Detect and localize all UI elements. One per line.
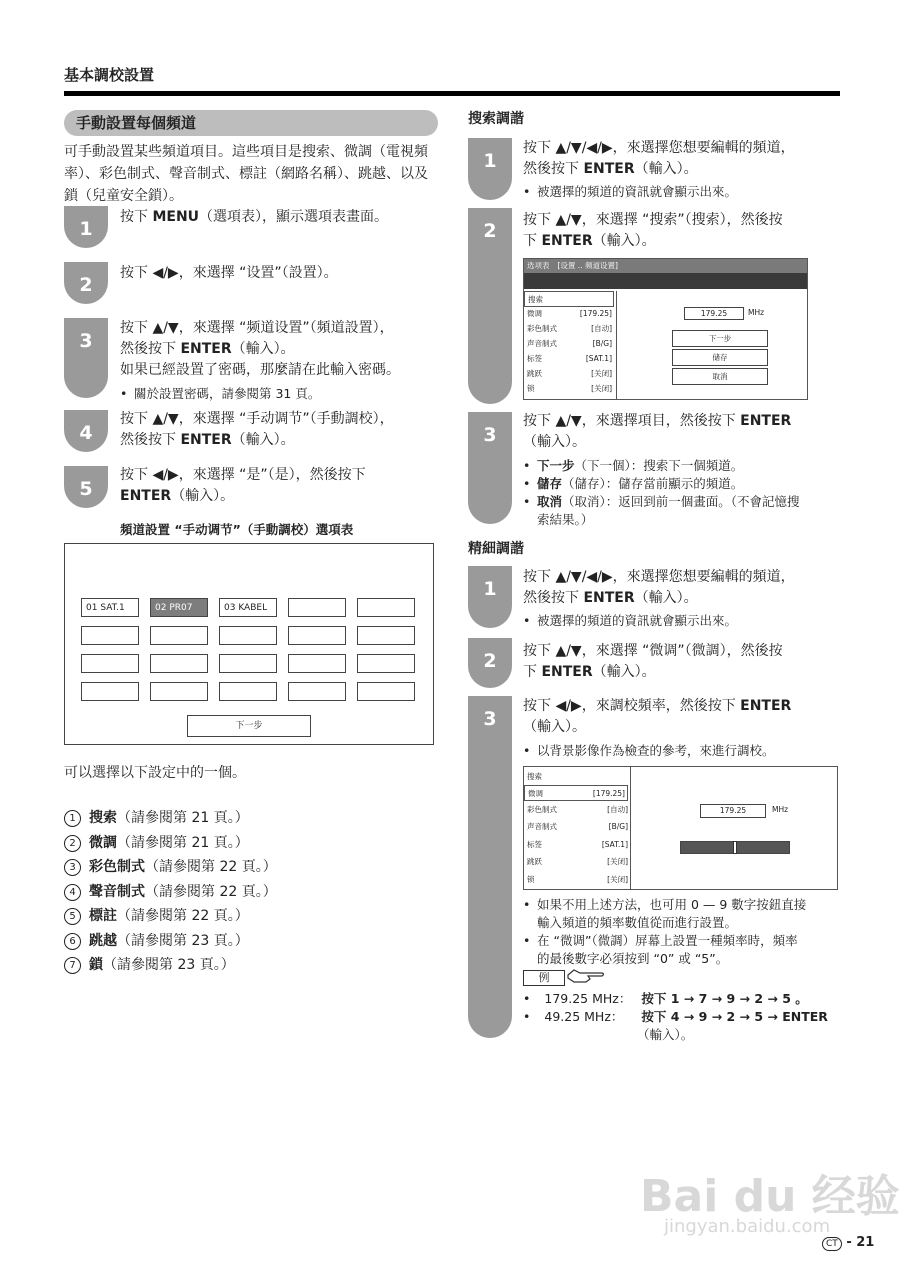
- channel-cell[interactable]: [219, 654, 277, 673]
- grid-caption: 頻道設置 “手动调节”（手動調校）選項表: [120, 522, 354, 537]
- channel-cell[interactable]: [357, 654, 415, 673]
- step-number: 2: [64, 262, 108, 304]
- step-number: 4: [64, 410, 108, 452]
- menu-item[interactable]: 声音制式 [B/G]: [527, 339, 612, 348]
- frequency-unit: MHz: [748, 308, 765, 317]
- watermark-url: jingyan.baidu.com: [664, 1216, 831, 1237]
- list-item: 2 微調（請參閱第 21 頁。）: [64, 831, 277, 856]
- frequency-field[interactable]: 179.25: [700, 804, 766, 818]
- channel-cell[interactable]: [81, 626, 139, 645]
- menu-item[interactable]: 锁 [关闭]: [527, 384, 612, 393]
- channel-cell[interactable]: 01 SAT.1: [81, 598, 139, 617]
- tuning-slider[interactable]: [680, 841, 790, 854]
- header-rule: [64, 91, 840, 96]
- menu-band: [524, 273, 807, 289]
- frequency-unit: MHz: [772, 805, 789, 814]
- example-list: • 179.25 MHz： 按下 1 → 7 → 9 → 2 → 5 。 • 49.25 MHz： 按下 4 → 9 → 2 → 5 → ENTER （輸入）。: [523, 990, 843, 1044]
- channel-cell[interactable]: [81, 654, 139, 673]
- list-item: 4 聲音制式（請參閱第 22 頁。）: [64, 880, 277, 905]
- search-menu-panel: [523, 258, 808, 400]
- channel-cell[interactable]: [81, 682, 139, 701]
- options-list: [64, 806, 277, 978]
- menu-item[interactable]: 声音制式 [B/G]: [527, 822, 628, 831]
- channel-cell[interactable]: [219, 626, 277, 645]
- channel-cell[interactable]: [288, 626, 346, 645]
- menu-item[interactable]: 标签 [SAT.1]: [527, 354, 612, 363]
- cancel-button[interactable]: 取消: [672, 368, 768, 385]
- channel-cell[interactable]: [357, 598, 415, 617]
- step-text: 按下 ◀/▶，來選擇 “设置”（設置）。: [120, 265, 338, 281]
- frequency-field[interactable]: 179.25: [684, 307, 744, 320]
- menu-list: [524, 767, 631, 889]
- step-number: 2: [468, 208, 512, 404]
- list-item: 6 跳越（請參閱第 23 頁。）: [64, 929, 277, 954]
- step-text: 按下 ▲/▼，來選擇 “频道设置”（頻道設置）， 然後按下 ENTER（輸入）。 如果已經設置了密碼，那麼請在此輸入密碼。 • 關於設置密碼，請參閱第 31 頁。: [120, 318, 442, 403]
- step-number: 2: [468, 638, 512, 688]
- example-row: • 179.25 MHz： 按下 1 → 7 → 9 → 2 → 5 。: [523, 991, 808, 1006]
- step-text: 按下 MENU（選項表），顯示選項表畫面。: [120, 209, 389, 225]
- menu-item-search[interactable]: 搜索: [524, 291, 614, 307]
- step-text: 按下 ▲/▼，來選擇 “搜索”（搜索），然後按 下 ENTER（輸入）。: [523, 212, 783, 249]
- slider-thumb[interactable]: [733, 841, 737, 854]
- save-button[interactable]: 储存: [672, 349, 768, 366]
- step-text: 按下 ▲/▼，來選擇 “微调”（微調），然後按 下 ENTER（輸入）。: [523, 643, 783, 680]
- section-title: 手動設置每個頻道: [64, 110, 438, 136]
- step-text: 按下 ▲/▼/◀/▶，來選擇您想要編輯的頻道， 然後按下 ENTER（輸入）。 • 被選擇的頻道的資訊就會顯示出來。: [523, 138, 843, 201]
- step-text: 按下 ◀/▶，來選擇 “是”（是），然後按下 ENTER（輸入）。: [120, 467, 366, 504]
- search-section-title: 搜索調諧: [468, 111, 524, 127]
- step-text: 按下 ▲/▼，來選擇項目，然後按下 ENTER （輸入）。 • 下一步（下一個）：搜索下一個頻道。 • 儲存（儲存）：儲存當前顯示的頻道。 • 取消（取消）：返回到前一個畫面。（不會記憶搜 索結果。）: [523, 411, 843, 529]
- step-number: 1: [468, 138, 512, 200]
- example-label: 例: [523, 970, 565, 986]
- channel-cell[interactable]: [288, 682, 346, 701]
- step-number: 1: [64, 206, 108, 248]
- example-row: • 49.25 MHz： 按下 4 → 9 → 2 → 5 → ENTER: [523, 1009, 828, 1024]
- menu-item[interactable]: 彩色制式 [自动]: [527, 324, 612, 333]
- step-text: 按下 ▲/▼/◀/▶，來選擇您想要編輯的頻道， 然後按下 ENTER（輸入）。 • 被選擇的頻道的資訊就會顯示出來。: [523, 567, 843, 630]
- page-footer: CT - 21: [822, 1235, 874, 1251]
- menu-item-fine[interactable]: 微调 [179.25]: [524, 785, 628, 801]
- channel-cell[interactable]: 03 KABEL: [219, 598, 277, 617]
- menu-list: [524, 291, 617, 399]
- channel-cell[interactable]: [288, 654, 346, 673]
- menu-item[interactable]: 微调 [179.25]: [527, 309, 612, 318]
- pointing-hand-icon: [566, 966, 606, 986]
- list-item: 3 彩色制式（請參閱第 22 頁。）: [64, 855, 277, 880]
- fine-notes: • 如果不用上述方法，也可用 0 — 9 數字按鈕直接 輸入頻道的頻率數值從而進行設置。 • 在 “微调”（微調）屏幕上設置一種頻率時，頻率 的最後數字必須按到 “0” 或 “5”。: [523, 896, 843, 968]
- list-item: 1 搜索（請參閱第 21 頁。）: [64, 806, 277, 831]
- channel-grid-panel: [64, 543, 434, 745]
- menu-titlebar: 选项表 [设置 .. 频道设置]: [524, 259, 807, 273]
- step-number: 1: [468, 566, 512, 628]
- channel-cell[interactable]: [150, 626, 208, 645]
- step-number: 5: [64, 466, 108, 508]
- intro-text: 可手動設置某些頻道項目。這些項目是搜索、微調（電視頻率）、彩色制式、聲音制式、標註（網路名稱）、跳越、以及鎖（兒童安全鎖）。: [64, 144, 428, 204]
- list-item: 5 標註（請參閱第 22 頁。）: [64, 904, 277, 929]
- watermark-logo: Bai du 经验: [640, 1171, 900, 1222]
- step-text: 按下 ◀/▶，來調校頻率，然後按下 ENTER （輸入）。 • 以背景影像作為檢查的參考，來進行調校。: [523, 696, 843, 760]
- channel-cell-selected[interactable]: 02 PR07: [150, 598, 208, 617]
- channel-cell[interactable]: [219, 682, 277, 701]
- menu-item[interactable]: 彩色制式 [自动]: [527, 805, 628, 814]
- channel-cell[interactable]: [288, 598, 346, 617]
- channel-cell[interactable]: [150, 654, 208, 673]
- fine-menu-panel: [523, 766, 838, 890]
- step-number: 3: [64, 318, 108, 398]
- channel-cell[interactable]: [357, 626, 415, 645]
- next-button[interactable]: 下一步: [672, 330, 768, 347]
- menu-item[interactable]: 跳跃 [关闭]: [527, 857, 628, 866]
- menu-item[interactable]: 搜索: [527, 772, 542, 781]
- fine-section-title: 精細調諧: [468, 541, 524, 557]
- channel-cell[interactable]: [150, 682, 208, 701]
- menu-item[interactable]: 跳跃 [关闭]: [527, 369, 612, 378]
- select-text: 可以選擇以下設定中的一個。: [64, 765, 246, 781]
- step-number: 3: [468, 412, 512, 524]
- menu-item[interactable]: 锁 [关闭]: [527, 875, 628, 884]
- page-header: 基本調校設置: [64, 66, 155, 84]
- next-button[interactable]: 下一步: [187, 715, 311, 737]
- menu-item[interactable]: 标签 [SAT.1]: [527, 840, 628, 849]
- step-number: 3: [468, 696, 512, 1038]
- list-item: 7 鎖（請參閱第 23 頁。）: [64, 953, 277, 978]
- step-text: 按下 ▲/▼，來選擇 “手动调节”（手動調校）， 然後按下 ENTER（輸入）。: [120, 411, 394, 448]
- channel-cell[interactable]: [357, 682, 415, 701]
